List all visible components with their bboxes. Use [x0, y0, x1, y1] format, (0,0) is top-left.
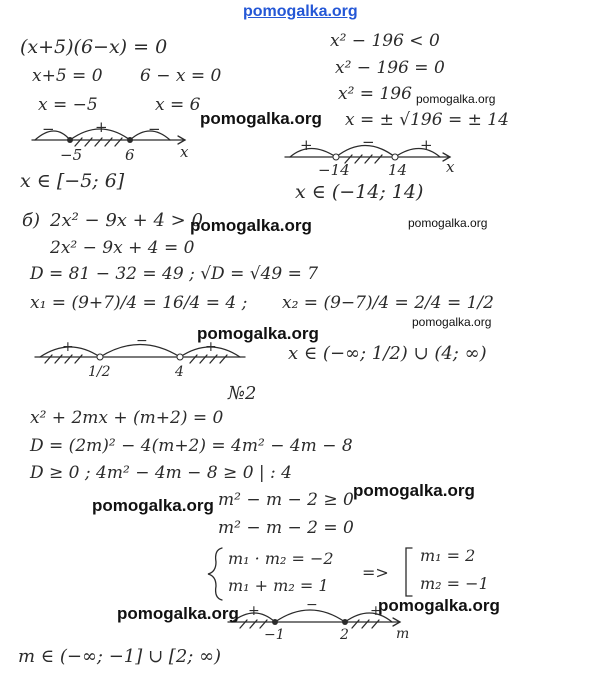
root-x1: x₁ = (9+7)/4 = 16/4 = 4 ; [30, 293, 248, 313]
tick-label: 6 [125, 146, 135, 164]
task2-equation: x² + 2mx + (m+2) = 0 [30, 408, 224, 428]
inequality-b: 2x² − 9x + 4 > 0 [50, 210, 203, 231]
task2-condition: D ≥ 0 ; 4m² − 4m − 8 ≥ 0 | : 4 [30, 463, 292, 483]
sign-label: + [205, 339, 217, 355]
task2-answer: m ∈ (−∞; −1] ∪ [2; ∞) [18, 646, 222, 667]
sign-label: + [420, 136, 433, 154]
tick-label: −5 [60, 146, 83, 164]
watermark: pomogalka.org [408, 216, 488, 230]
root-equation-2: 6 − x = 0 [140, 66, 222, 86]
watermark: pomogalka.org [92, 496, 214, 515]
equation-a-right: x² − 196 = 0 [335, 58, 445, 78]
roots-bracket [406, 548, 412, 596]
discriminant-b: D = 81 − 32 = 49 ; √D = √49 = 7 [30, 264, 319, 284]
part-b-label: б) [22, 210, 41, 231]
sign-label: − [362, 133, 375, 151]
task2-root-1: m₁ = 2 [420, 546, 476, 565]
root-x2: x₂ = (9−7)/4 = 2/4 = 1/2 [282, 293, 494, 313]
tick-label: 4 [175, 364, 184, 380]
task2-root-2: m₂ = −1 [420, 574, 489, 593]
watermark: pomogalka.org [200, 109, 322, 128]
task2-inequality: m² − m − 2 ≥ 0 [218, 490, 354, 510]
sign-label: + [370, 603, 382, 619]
sign-label: − [42, 120, 55, 138]
x-squared: x² = 196 [338, 84, 412, 104]
inequality-a-right: x² − 196 < 0 [330, 31, 440, 51]
tick-label: 2 [340, 627, 349, 643]
watermark: pomogalka.org [117, 604, 239, 623]
task2-discriminant: D = (2m)² − 4(m+2) = 4m² − 4m − 8 [30, 436, 353, 456]
top-watermark-link[interactable]: pomogalka.org [243, 3, 358, 20]
axis-label: x [180, 143, 189, 161]
sign-label: + [95, 118, 108, 136]
watermark: pomogalka.org [412, 315, 492, 329]
answer-a-right: x ∈ (−14; 14) [295, 181, 424, 203]
axis-label: m [396, 626, 410, 642]
sign-label: − [148, 120, 161, 138]
root-equation-1: x+5 = 0 [32, 66, 103, 86]
watermark: pomogalka.org [197, 324, 319, 343]
root-1: x = −5 [38, 95, 98, 115]
task2-heading: №2 [228, 383, 257, 404]
equation-a-left: (x+5)(6−x) = 0 [20, 36, 168, 58]
sign-label: − [136, 333, 148, 349]
watermark: pomogalka.org [353, 481, 475, 500]
axis-label: x [446, 158, 455, 176]
sign-label: + [248, 603, 260, 619]
watermark: pomogalka.org [416, 92, 496, 106]
watermark: pomogalka.org [190, 216, 312, 235]
tick-label: −14 [318, 161, 350, 179]
system-line-2: m₁ + m₂ = 1 [228, 576, 329, 595]
task2-equation-2: m² − m − 2 = 0 [218, 518, 354, 538]
tick-label: −1 [264, 627, 285, 643]
sign-label: + [300, 136, 313, 154]
number-line-part-a-left [32, 129, 185, 146]
system-line-1: m₁ · m₂ = −2 [228, 549, 334, 568]
root-2: x = 6 [155, 95, 201, 115]
tick-label: 14 [388, 161, 408, 179]
equation-b: 2x² − 9x + 4 = 0 [50, 238, 195, 258]
root-a-right: x = ± √196 = ± 14 [345, 110, 509, 130]
sign-label: + [62, 339, 74, 355]
tick-label: 1/2 [88, 364, 111, 380]
answer-b: x ∈ (−∞; 1/2) ∪ (4; ∞) [288, 343, 487, 364]
answer-a-left: x ∈ [−5; 6] [20, 170, 125, 192]
watermark: pomogalka.org [378, 596, 500, 615]
implies-arrow: => [362, 563, 389, 582]
system-brace [208, 548, 222, 600]
sign-label: − [306, 597, 318, 613]
